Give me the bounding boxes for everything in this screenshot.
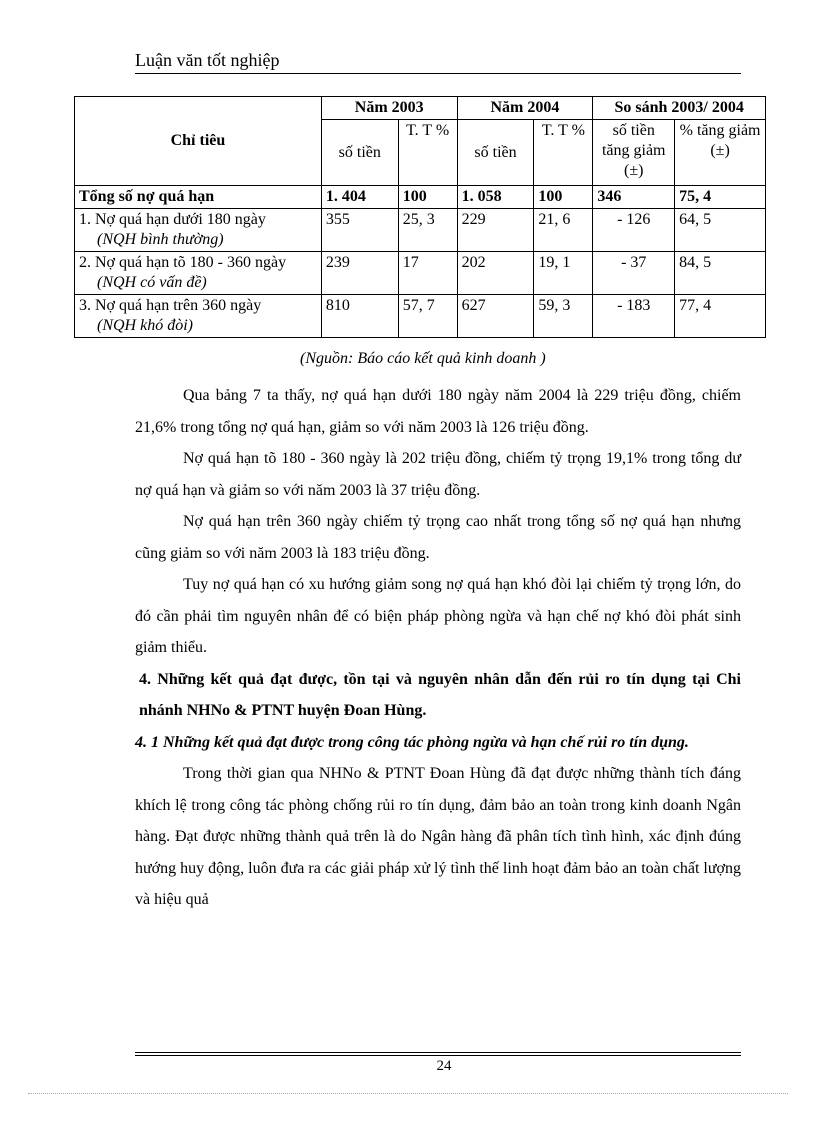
cell: 59, 3 bbox=[534, 295, 593, 338]
sub-tang-giam: số tiền tăng giảm (±) bbox=[593, 120, 675, 186]
cell: 21, 6 bbox=[534, 209, 593, 252]
col-chitieu: Chỉ tiêu bbox=[75, 97, 322, 186]
header-rule bbox=[135, 73, 741, 74]
total-label: Tổng số nợ quá hạn bbox=[75, 186, 322, 209]
footer-rule bbox=[135, 1055, 741, 1056]
col-compare: So sánh 2003/ 2004 bbox=[593, 97, 766, 120]
cell: 202 bbox=[457, 252, 534, 295]
row-sublabel: (NQH bình thường) bbox=[97, 231, 224, 248]
section-heading: 4. Những kết quả đạt được, tồn tại và nguyên nhân dẫn đến rủi ro tín dụng tại Chi nhánh NHNo & PTNT huyện Đoan Hùng. bbox=[139, 670, 741, 719]
cell: 19, 1 bbox=[534, 252, 593, 295]
cell: 100 bbox=[534, 186, 593, 209]
col-2003: Năm 2003 bbox=[321, 97, 457, 120]
cell: - 37 bbox=[593, 252, 675, 295]
cell: 17 bbox=[398, 252, 457, 295]
cell: 346 bbox=[593, 186, 675, 209]
cell: 1. 404 bbox=[321, 186, 398, 209]
paragraph: Nợ quá hạn trên 360 ngày chiếm tỷ trọng cao nhất trong tổng số nợ quá hạn nhưng cũng giảm so với năm 2003 là 183 triệu đồng. bbox=[135, 513, 741, 562]
row-label: 2. Nợ quá hạn tõ 180 - 360 ngày bbox=[79, 254, 287, 271]
table-row-total bbox=[75, 186, 766, 209]
col-2004: Năm 2004 bbox=[457, 97, 593, 120]
cell: - 126 bbox=[593, 209, 675, 252]
cell: 355 bbox=[321, 209, 398, 252]
paragraph: Tuy nợ quá hạn có xu hướng giảm song nợ quá hạn khó đòi lại chiếm tỷ trọng lớn, do đó cần phải tìm nguyên nhân để có biện pháp phòng ngừa và hạn chế nợ khó đòi phát sinh giảm thiểu. bbox=[135, 576, 741, 656]
paragraph: Nợ quá hạn tõ 180 - 360 ngày là 202 triệu đồng, chiếm tỷ trọng 19,1% trong tổng dư nợ quá hạn và giảm so với năm 2003 là 37 triệu đồng. bbox=[135, 450, 741, 499]
row-label: 3. Nợ quá hạn trên 360 ngày bbox=[79, 297, 262, 314]
cell: 57, 7 bbox=[398, 295, 457, 338]
cell: 84, 5 bbox=[675, 252, 766, 295]
sub-tt-2004: T. T % bbox=[534, 120, 593, 186]
page-number: 24 bbox=[436, 1058, 452, 1074]
row-sublabel: (NQH khó đòi) bbox=[97, 317, 193, 334]
cell: 64, 5 bbox=[675, 209, 766, 252]
cell: - 183 bbox=[593, 295, 675, 338]
footer-rule bbox=[135, 1052, 741, 1053]
overdue-debt-table bbox=[74, 96, 766, 338]
subsection-heading: 4. 1 Những kết quả đạt được trong công tác phòng ngừa và hạn chế rủi ro tín dụng. bbox=[135, 733, 689, 751]
table-source-note: (Nguồn: Báo cáo kết quả kinh doanh ) bbox=[300, 350, 546, 367]
cell: 77, 4 bbox=[675, 295, 766, 338]
paragraph: Qua bảng 7 ta thấy, nợ quá hạn dưới 180 ngày năm 2004 là 229 triệu đồng, chiếm 21,6% trong tổng nợ quá hạn, giảm so với năm 2003 là 126 triệu đồng. bbox=[135, 387, 741, 436]
row-sublabel: (NQH có vấn đề) bbox=[97, 274, 207, 291]
cell: 1. 058 bbox=[457, 186, 534, 209]
cell: 100 bbox=[398, 186, 457, 209]
cell: 75, 4 bbox=[675, 186, 766, 209]
table-row bbox=[75, 295, 766, 338]
row-label: 1. Nợ quá hạn dưới 180 ngày bbox=[79, 211, 266, 228]
sub-sotien-2004: số tiền bbox=[457, 120, 534, 186]
cell: 239 bbox=[321, 252, 398, 295]
cell: 810 bbox=[321, 295, 398, 338]
cell: 25, 3 bbox=[398, 209, 457, 252]
body-text bbox=[135, 380, 741, 916]
sub-pct: % tăng giảm (±) bbox=[675, 120, 766, 186]
sub-tt-2003: T. T % bbox=[398, 120, 457, 186]
page-header: Luận văn tốt nghiệp bbox=[135, 50, 280, 70]
table-row bbox=[75, 209, 766, 252]
table-header-row bbox=[75, 97, 766, 120]
cell: 627 bbox=[457, 295, 534, 338]
sub-sotien-2003: số tiền bbox=[321, 120, 398, 186]
table-row bbox=[75, 252, 766, 295]
page-bottom-edge bbox=[28, 1093, 788, 1094]
paragraph: Trong thời gian qua NHNo & PTNT Đoan Hùng đã đạt được những thành tích đáng khích lệ trong công tác phòng chống rủi ro tín dụng, đảm bảo an toàn trong kinh doanh Ngân hàng. Đạt được những thành quả trên là do Ngân hàng đã phân tích tình hình, xác định đúng hướng huy động, luôn đưa ra các giải pháp xử lý tình thế linh hoạt đảm bảo an toàn chất lượng và hiệu quả bbox=[135, 765, 741, 908]
cell: 229 bbox=[457, 209, 534, 252]
